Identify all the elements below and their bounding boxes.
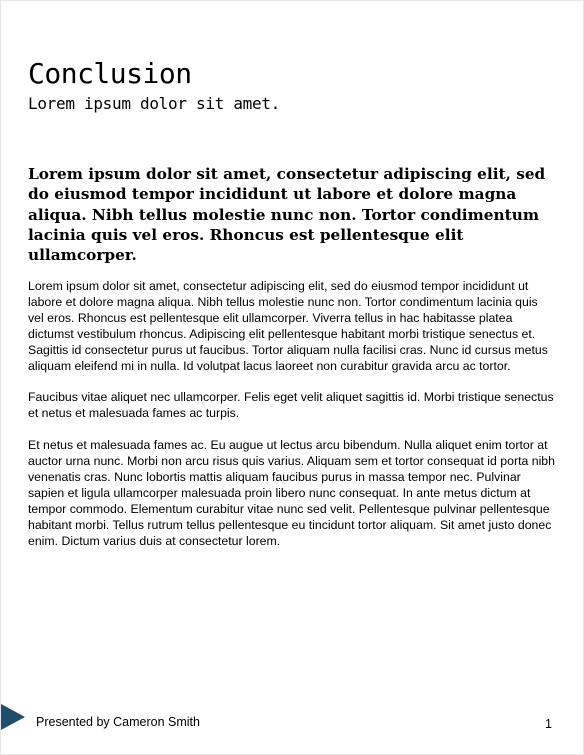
page-title: Conclusion (28, 57, 192, 90)
lead-paragraph: Lorem ipsum dolor sit amet, consectetur adipiscing elit, sed do eiusmod tempor incididunt ut labore et dolore magna aliqua. Nibh tellus molestie nunc non. Tortor condimentum lacinia quis vel eros. Rhoncus est pellentesque elit ullamcorper. (28, 165, 546, 265)
footer-presenter: Presented by Cameron Smith (36, 715, 200, 729)
body-paragraph: Faucibus vitae aliquet nec ullamcorper. Felis eget velit aliquet sagittis id. Morbi tristique senectus et netus et malesuada fames ac turpis. (28, 390, 554, 421)
page-subtitle: Lorem ipsum dolor sit amet. (28, 94, 280, 113)
triangle-right-icon (1, 704, 25, 730)
body-paragraph: Et netus et malesuada fames ac. Eu augue ut lectus arcu bibendum. Nulla aliquet enim tortor at auctor urna nunc. Morbi non arcu risus quis varius. Aliquam sem et tortor consequat id porta nibh venenatis cras. Nunc lobortis mattis aliquam faucibus purus in massa tempor nec. Pulvinar sapien et ligula ullamcorper malesuada proin libero nunc consequat. In ante metus dictum at tempor commodo. Elementum curabitur vitae nunc sed velit. Pellentesque pulvinar pellentesque habitant morbi. Tellus rutrum tellus pellentesque eu tincidunt tortor aliquam. Sit amet justo donec enim. Dictum varius duis at consectetur lorem. (28, 438, 555, 548)
page-number: 1 (545, 717, 552, 731)
body-text (28, 279, 556, 566)
body-paragraph: Lorem ipsum dolor sit amet, consectetur adipiscing elit, sed do eiusmod tempor incididunt ut labore et dolore magna aliqua. Nibh tellus molestie nunc non. Tortor condimentum lacinia quis vel eros. Rhoncus est pellentesque elit ullamcorper. Viverra tellus in hac habitasse platea dictumst vestibulum rhoncus. Adipiscing elit pellentesque habitant morbi tristique senectus et. Sagittis id consectetur purus ut faucibus. Tortor aliquam nulla facilisi cras. Nunc id cursus metus aliquam eleifend mi in nulla. Id volutpat lacus laoreet non curabitur gravida arcu ac tortor. (28, 279, 548, 373)
